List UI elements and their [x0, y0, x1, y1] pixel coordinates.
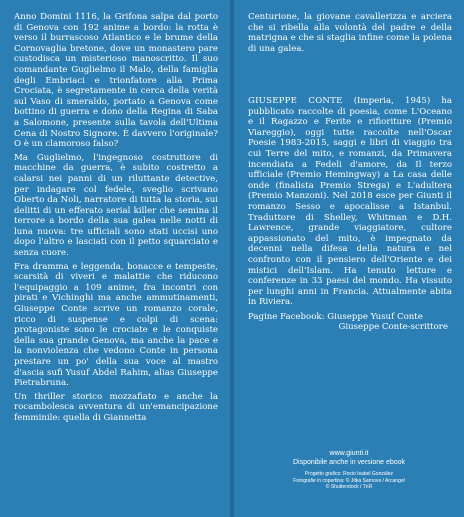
ebook-notice: Disponibile anche in versione ebook: [292, 459, 406, 466]
synopsis: [14, 12, 218, 427]
author-bio-text: (Imperia, 1945) ha pubblicato raccolte di poesia, come L'Oceano e il Ragazzo e Ferite e rifioriture (Premio Viareggio), oggi tutte raccolte nell'Oscar Poesie 1983-2015, saggi e libri di viaggio tra cui Terre del mito, e romanzi, da Primavera incendiata a Fedeli d'amore, da Il terzo ufficiale (Premio Hemingway) a La casa delle onde (finalista Premio Strega) e L'adultera (Premio Manzoni). Nel 2018 esce per Giunti il romanzo Sesso e apocalisse a Istanbul. Traduttore di Shelley, Whitman e D.H. Lawrence, grande viaggiatore, cultore appassionato del mito, è impegnato da decenni nella difesa della natura e nel confronto con il pensiero dell'Oriente e dei mistici dell'Islam. Ha tenuto letture e conferenze in 33 paesi del mondo. Ha vissuto per lunghi anni in Francia. Attualmente abita in Riviera.: [248, 96, 452, 308]
right-top-text: [248, 12, 452, 57]
credit-design: Progetto grafico: Rocio Isabel González: [304, 471, 394, 477]
synopsis-paragraph-1: Anno Domini 1116, la Grifona salpa dal porto di Genova con 192 anime a bordo: la rotta è verso il burrascoso Atlantico e le brume della Cornovaglia bretone, dove un monastero pare custodisca un misterioso manoscritto. Il suo comandante Guglielmo il Malo, della famiglia degli Embriaci e trionfatore alla Prima Crociata, è segretamente in cerca della verità sul Vaso di smeraldo, portato a Genova come bottino di guerra e dono della Regina di Saba a Salomone, presente sulla tavola dell'Ultima Cena di Nostro Signore. È davvero l'originale? O è un clamoroso falso?: [14, 12, 218, 150]
author-section: [248, 96, 452, 333]
author-name: GIUSEPPE CONTE: [248, 96, 343, 106]
credits: [234, 471, 464, 491]
synopsis-paragraph-4: Un thriller storico mozzafiato e anche la rocambolesca avventura di un'emancipazione femminile: quella di Giannetta: [14, 391, 218, 423]
facebook-line-2: Giuseppe Conte-scrittore: [338, 322, 448, 333]
synopsis-paragraph-3: Fra dramma e leggenda, bonacce e tempeste, scarsità di viveri e malattie che riducono l'equipaggio a 109 anime, fra incontri con pirati e Vichinghi ma anche ammutinamenti, Giuseppe Conte scrive un romanzo corale, ricco di suspense e colpi di scena: protagoniste sono le crociate e le conquiste della sua grande Genova, ma anche la pace e la nonviolenza che vedono Conte in persona prestare un po' della sua voce al mastro d'ascia sufi Yusuf Abdel Rahim, alias Giuseppe Pietrabruna.: [14, 261, 218, 389]
publisher-website[interactable]: www.giunti.it: [329, 450, 369, 457]
right-flap: [234, 0, 464, 517]
credit-photo-2: © Shutterstock / TnR: [325, 484, 373, 490]
publisher-footer: [234, 449, 464, 491]
author-bio: [248, 96, 452, 308]
facebook-line-1: Pagine Facebook: Giuseppe Yusuf Conte: [248, 311, 423, 322]
synopsis-paragraph-2: Ma Guglielmo, l'ingegnoso costruttore di macchine da guerra, è subito costretto a calarsi nei panni di un riluttante detective, per indagare col fedele, sveglio scrivano Oberto da Noli, narratore di tutta la storia, sui delitti di un efferato serial killer che semina il terrore a bordo della sua galea nelle notti di luna nuova: tre ufficiali sono stati uccisi uno dopo l'altro e lasciati con il petto squarciato e senza cuore.: [14, 152, 218, 259]
left-flap: [0, 0, 230, 517]
credit-photo-1: Fotografie in copertina: © Jitka Sarnova / Arcangel: [293, 477, 405, 484]
synopsis-continuation: Centurione, la giovane cavallerizza e arciera che si ribella alla volontà del padre e della matrigna e che si staglia infine come la polena di una galea.: [248, 12, 452, 54]
